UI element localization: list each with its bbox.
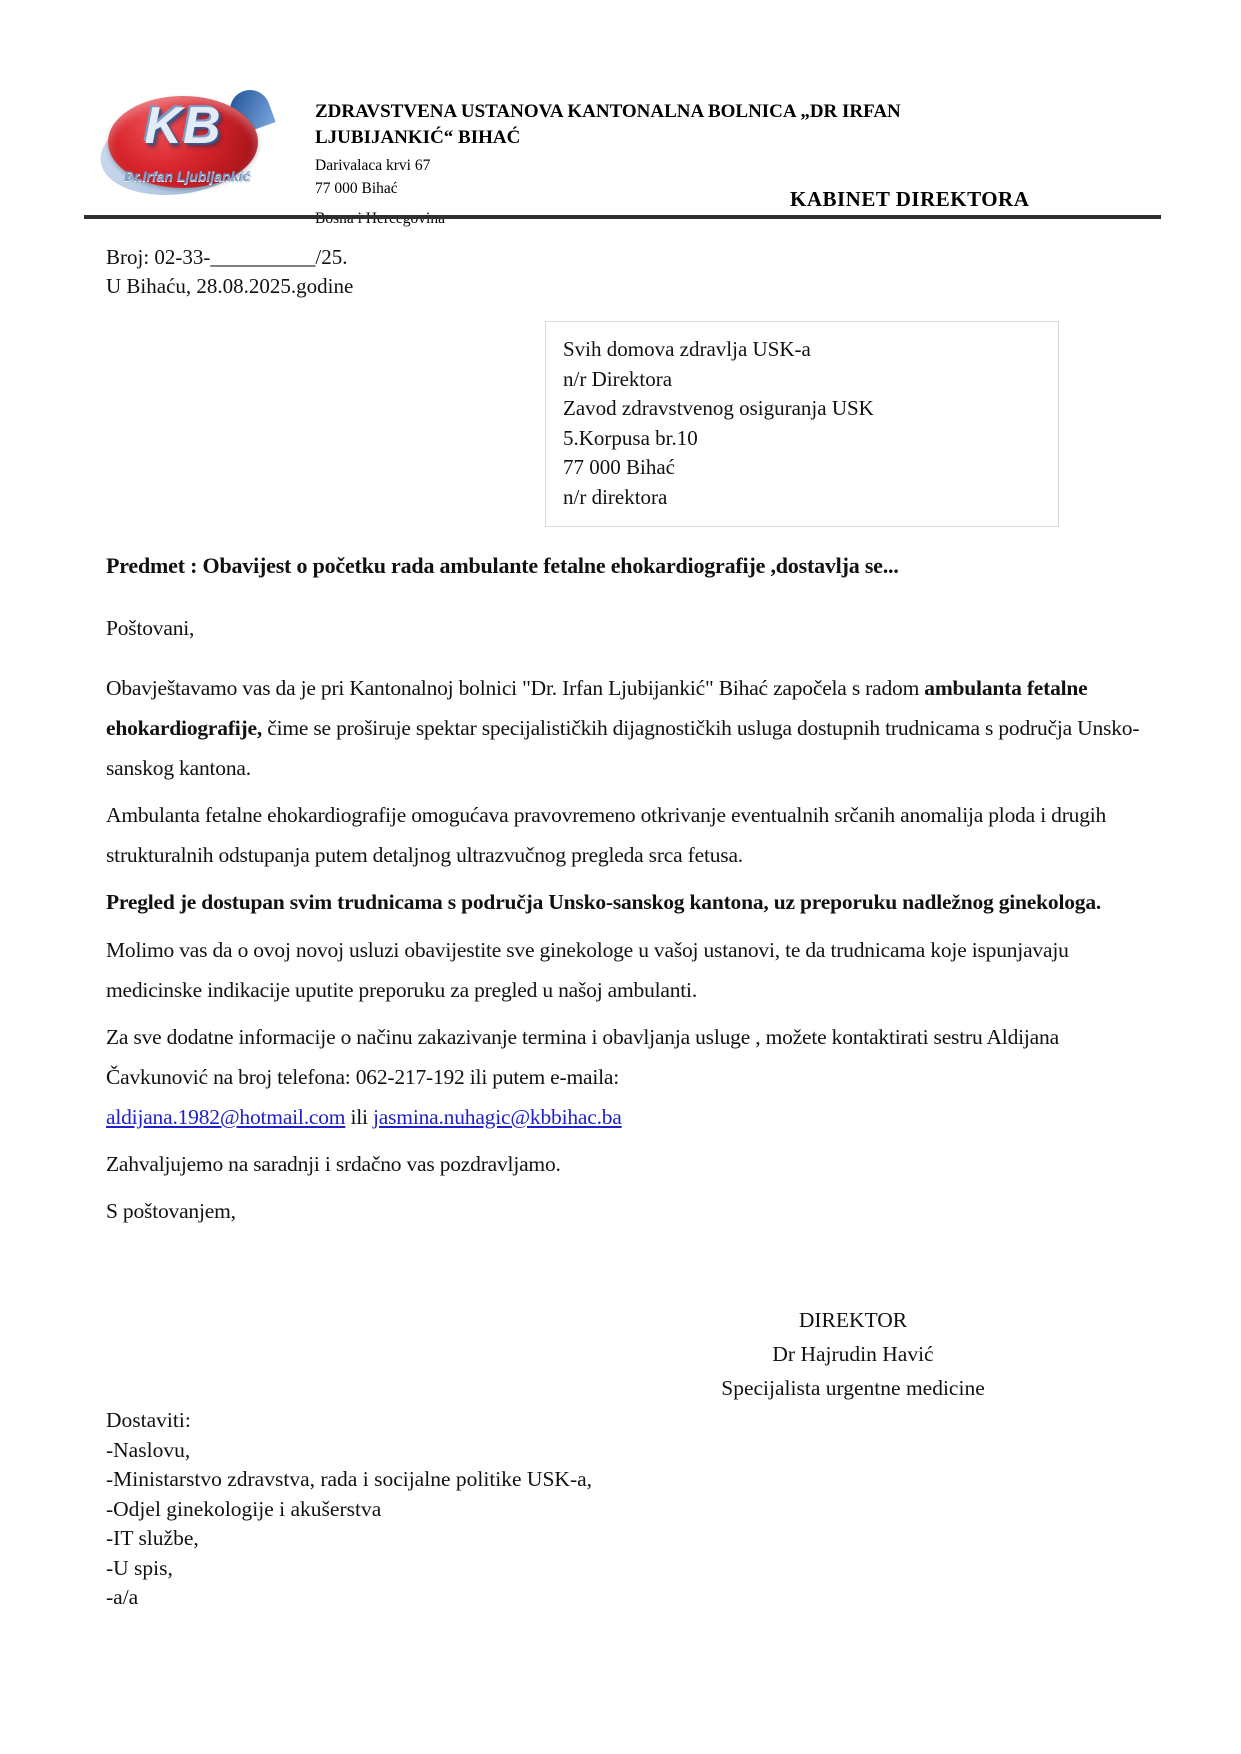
paragraph-text: čime se proširuje spektar specijalističkih dijagnostičkih usluga dostupnih trudnicama s područja Unsko-sanskog kantona. bbox=[106, 716, 1140, 780]
signature-title: DIREKTOR bbox=[798, 1308, 908, 1332]
signature-role: Specijalista urgentne medicine bbox=[721, 1376, 985, 1400]
salutation: Poštovani, bbox=[106, 616, 195, 640]
document-meta bbox=[106, 243, 353, 300]
recipient-line: Zavod zdravstvenog osiguranja USK bbox=[563, 396, 874, 420]
paragraph-thanks: Zahvaljujemo na saradnji i srdačno vas pozdravljamo. bbox=[106, 1152, 561, 1176]
paragraph-text: Obavještavamo vas da je pri Kantonalnoj bolnici "Dr. Irfan Ljubijankić" Bihać započela s radom bbox=[106, 676, 925, 700]
paragraph-bold-phrase: ambulanta fetalne ehokardiografije, bbox=[106, 676, 1088, 740]
organization-name: ZDRAVSTVENA USTANOVA KANTONALNA BOLNICA „DR IRFAN LJUBIJANKIĆ“ BIHAĆ bbox=[315, 101, 901, 148]
recipient-box bbox=[545, 321, 1059, 527]
subject-line: Predmet : Obavijest o početku rada ambulante fetalne ehokardiografije ,dostavlja se... bbox=[106, 553, 899, 578]
distribution-item: -a/a bbox=[106, 1585, 139, 1609]
paragraph-availability: Pregled je dostupan svim trudnicama s područja Unsko-sanskog kantona, uz preporuku nadležnog ginekologa. bbox=[106, 890, 1102, 914]
recipient-line: Svih domova zdravlja USK-a bbox=[563, 337, 811, 361]
paragraph-service-description: Ambulanta fetalne ehokardiografije omogućava pravovremeno otkrivanje eventualnih srčanih anomalija ploda i drugih strukturalnih odstupanja putem detaljnog ultrazvučnog pregleda srca fetusa. bbox=[106, 803, 1107, 867]
email-link-aldijana[interactable]: aldijana.1982@hotmail.com bbox=[106, 1105, 346, 1129]
signature-block bbox=[553, 1303, 1153, 1405]
recipient-line: 5.Korpusa br.10 bbox=[563, 425, 698, 450]
paragraph-request: Molimo vas da o ovoj novoj usluzi obavijestite sve ginekologe u vašoj ustanovi, te da trudnicama koje ispunjavaju medicinske indikacije uputite preporuku za pregled u našoj ambulanti. bbox=[106, 938, 1069, 1002]
office-label: KABINET DIREKTORA bbox=[790, 187, 1030, 211]
recipient-line: 77 000 Bihać bbox=[563, 455, 675, 479]
closing-line: S poštovanjem, bbox=[106, 1199, 236, 1223]
distribution-item: -IT službe, bbox=[106, 1526, 199, 1550]
distribution-item: -Naslovu, bbox=[106, 1437, 191, 1462]
email-link-jasmina[interactable]: jasmina.nuhagic@kbbihac.ba bbox=[373, 1105, 622, 1129]
document-number: Broj: 02-33-__________/25. bbox=[106, 245, 348, 269]
logo-caption: Dr.Irfan Ljubijankić bbox=[123, 168, 251, 184]
distribution-heading: Dostaviti: bbox=[106, 1408, 191, 1432]
hospital-logo bbox=[98, 86, 276, 200]
paragraph-contact bbox=[106, 1017, 1140, 1137]
distribution-list bbox=[106, 1406, 592, 1613]
letter-body bbox=[106, 552, 1140, 1238]
logo-monogram: KB bbox=[144, 97, 222, 155]
distribution-item: -Ministarstvo zdravstva, rada i socijalne politike USK-a, bbox=[106, 1467, 593, 1491]
paragraph-text: Za sve dodatne informacije o načinu zakazivanje termina i obavljanja usluge , možete kontaktirati sestru Aldijana Čavkunović na broj telefona: 062-217-192 ili putem e-maila: bbox=[106, 1025, 1059, 1089]
distribution-item: -Odjel ginekologije i akušerstva bbox=[106, 1496, 382, 1521]
org-city-line: 77 000 Bihać bbox=[315, 179, 398, 197]
paragraph-announcement bbox=[106, 668, 1140, 788]
document-date: U Bihaću, 28.08.2025.godine bbox=[106, 273, 354, 298]
signature-name: Dr Hajrudin Havić bbox=[772, 1342, 934, 1366]
header-divider bbox=[84, 215, 1161, 219]
recipient-line: n/r direktora bbox=[563, 484, 668, 509]
recipient-line: n/r Direktora bbox=[563, 366, 673, 391]
email-separator: ili bbox=[350, 1105, 368, 1129]
org-country-line: Bosna i Hercegovina bbox=[315, 210, 445, 227]
distribution-item: -U spis, bbox=[106, 1555, 173, 1580]
org-address-line: Darivalaca krvi 67 bbox=[315, 157, 431, 174]
